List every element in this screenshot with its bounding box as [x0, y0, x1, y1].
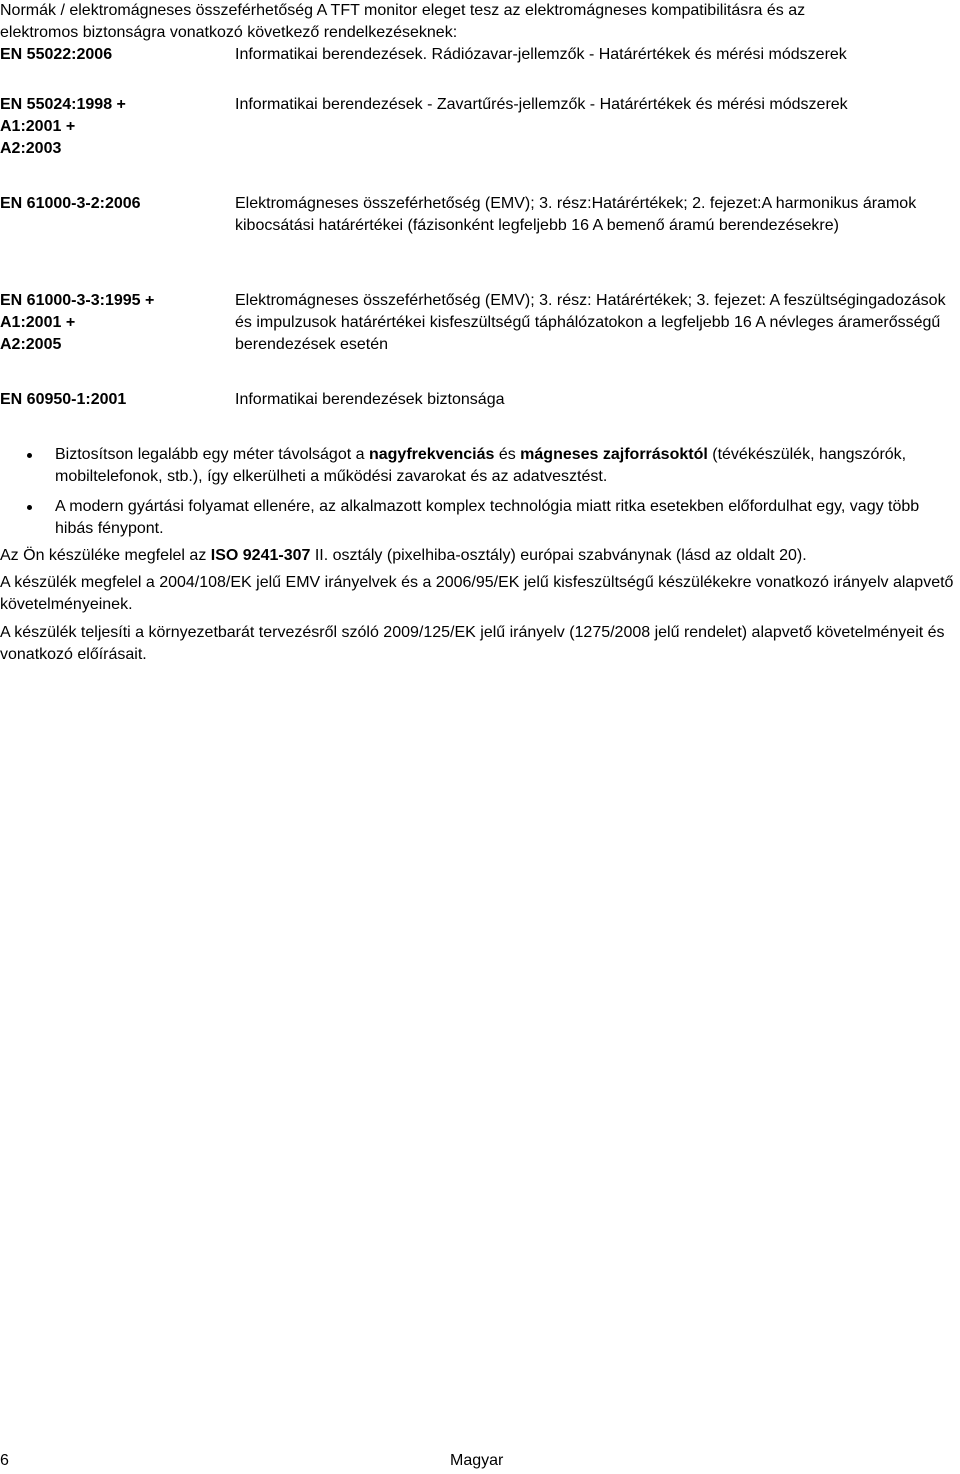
bullet-text: (tévékészülék, hangszórók, mobiltelefonok, stb.), így elkerülheti a működési zavarokat és az adatvesztést. [55, 446, 907, 485]
emv-paragraph: A készülék megfelel a 2004/108/EK jelű EMV irányelvek és a 2006/95/EK jelű kisfeszültségű készülékekre vonatkozó irányelv alapvető követelményeinek. [0, 574, 954, 613]
standard-row-en61000-3-3 [0, 290, 960, 360]
page-number: 6 [0, 1452, 9, 1469]
standard-code: EN 55022:2006 [0, 46, 113, 63]
bullet-dot-icon [27, 505, 32, 510]
standard-title: Informatikai berendezések - Zavartűrés-jellemzők - Határértékek és mérési módszerek [235, 96, 848, 113]
para-text: II. osztály (pixelhiba-osztály) európai szabványnak (lásd az oldalt 20). [310, 547, 807, 564]
standard-row-en61000-3-2 [0, 193, 960, 263]
bullet-bold-text: mágneses zajforrásoktól [520, 446, 708, 463]
standard-code: EN 55024:1998 + A1:2001 + A2:2003 [0, 96, 126, 157]
bullet-text: és [494, 446, 521, 463]
notice-bullet-list [0, 444, 960, 548]
standard-row-en60950 [0, 389, 960, 413]
standard-row-en55022 [0, 44, 960, 66]
bullet-dot-icon [27, 453, 32, 458]
bullet-text: Biztosítson legalább egy méter távolságot a [55, 446, 369, 463]
standard-code: EN 60950-1:2001 [0, 391, 127, 408]
standard-title: Elektromágneses összeférhetőség (EMV); 3. rész:Határértékek; 2. fejezet:A harmonikus áramok kibocsátási határértékei (fázisonként legfeljebb 16 A bemenő áramú berendezésekre) [235, 195, 917, 234]
eco-paragraph: A készülék teljesíti a környezetbarát tervezésről szóló 2009/125/EK jelű irányelv (1275/2008 jelű rendelet) alapvető követelményeit és vonatkozó előírásait. [0, 624, 945, 663]
para-text: Az Ön készüléke megfelel az [0, 547, 211, 564]
standard-row-en55024 [0, 94, 960, 164]
standard-code: EN 61000-3-3:1995 + A1:2001 + A2:2005 [0, 292, 155, 353]
intro-line-2: elektromos biztonságra vonatkozó következő rendelkezéseknek: [0, 24, 458, 41]
iso-paragraph [0, 545, 960, 567]
intro-block [0, 0, 960, 66]
standard-title: Informatikai berendezések biztonsága [235, 391, 505, 408]
standard-code: EN 61000-3-2:2006 [0, 195, 141, 212]
footer-language: Magyar [450, 1452, 504, 1469]
standard-title: Elektromágneses összeférhetőség (EMV); 3. rész: Határértékek; 3. fejezet: A feszültségingadozások és impulzusok határértékei kisfeszültségű táphálózatokon a legfeljebb 16 A névleges áramerősségű berendezések esetén [235, 292, 946, 353]
para-bold-text: ISO 9241-307 [210, 547, 311, 564]
bullet-text: A modern gyártási folyamat ellenére, az alkalmazott komplex technológia miatt ritka esetekben előfordulhat egy, vagy több hibás fénypont. [55, 498, 920, 537]
list-item [0, 444, 960, 488]
list-item [0, 496, 960, 540]
bullet-bold-text: nagyfrekvenciás [368, 446, 495, 463]
standard-title: Informatikai berendezések. Rádiózavar-jellemzők - Határértékek és mérési módszerek [235, 46, 847, 63]
intro-line-1: Normák / elektromágneses összeférhetőség A TFT monitor eleget tesz az elektromágneses kompatibilitásra és az [0, 2, 806, 19]
